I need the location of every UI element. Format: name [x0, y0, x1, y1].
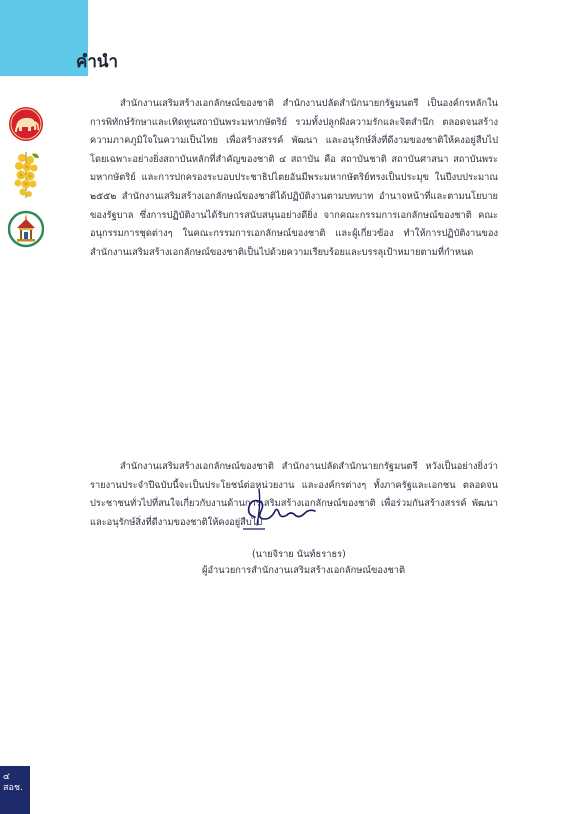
- body-paragraph-1: [90, 95, 498, 262]
- page-title: คำนำ: [76, 52, 119, 72]
- signature-image: [235, 485, 325, 535]
- golden-shower-flower-icon: [8, 150, 44, 202]
- signatory-position: ผู้อำนวยการสำนักงานเสริมสร้างเอกลักษณ์ของชาติ: [202, 565, 406, 576]
- header-color-tab: [0, 0, 88, 76]
- agency-abbreviation: สอช.: [3, 783, 23, 793]
- thai-pavilion-icon: [8, 210, 44, 248]
- paragraph-text: สำนักงานเสริมสร้างเอกลักษณ์ของชาติ สำนักงานปลัดสำนักนายกรัฐมนตรี เป็นองค์กรหลักในการพิทักษ์รักษาและเทิดทูนสถาบันพระมหากษัตริย์ รวมทั้งปลูกฝังความรักและจิตสำนึก ตลอดจนสร้างความภาคภูมิใจในความเป็นไทย เพื่อสร้างสรรค์ พัฒนา และอนุรักษ์สิ่งที่ดีงามของชาติให้คงอยู่สืบไป โดยเฉพาะอย่างยิ่งสถาบันหลักที่สำคัญของชาติ ๔ สถาบัน คือ สถาบันชาติ สถาบันศาสนา สถาบันพระมหากษัตริย์ และการปกครองระบอบประชาธิปไตยอันมีพระมหากษัตริย์ทรงเป็นประมุข ในปีงบประมาณ ๒๕๕๒ สำนักงานเสริมสร้างเอกลักษณ์ของชาติได้ปฏิบัติงานตามบทบาท อำนาจหน้าที่และตามนโยบายของรัฐบาล ซึ่งการปฏิบัติงานได้รับการสนับสนุนอย่างดียิ่ง จากคณะกรรมการเอกลักษณ์ของชาติ คณะอนุกรรมการชุดต่างๆ ในคณะกรรมการเอกลักษณ์ของชาติ และผู้เกี่ยวข้อง ทำให้การปฏิบัติงานของสำนักงานเสริมสร้างเอกลักษณ์ของชาติเป็นไปด้วยความเรียบร้อยและบรรลุเป้าหมายตามที่กำหนด: [90, 98, 498, 258]
- page-number: ๔: [3, 772, 10, 782]
- signatory-name: (นายจิราย นันท์ธราธร): [252, 549, 346, 560]
- page-number-badge: [0, 766, 30, 814]
- elephant-emblem-icon: [8, 105, 44, 143]
- paragraph-text: สำนักงานเสริมสร้างเอกลักษณ์ของชาติ สำนักงานปลัดสำนักนายกรัฐมนตรี หวังเป็นอย่างยิ่งว่ารายงานประจำปีฉบับนี้จะเป็นประโยชน์ต่อหน่วยงาน และองค์กรต่างๆ ทั้งภาครัฐและเอกชน ตลอดจนประชาชนทั่วไปที่สนใจเกี่ยวกับงานด้านการเสริมสร้างเอกลักษณ์ของชาติ เพื่อร่วมกันสร้างสรรค์ พัฒนา และอนุรักษ์สิ่งที่ดีงามของชาติให้คงอยู่สืบไป: [90, 461, 498, 528]
